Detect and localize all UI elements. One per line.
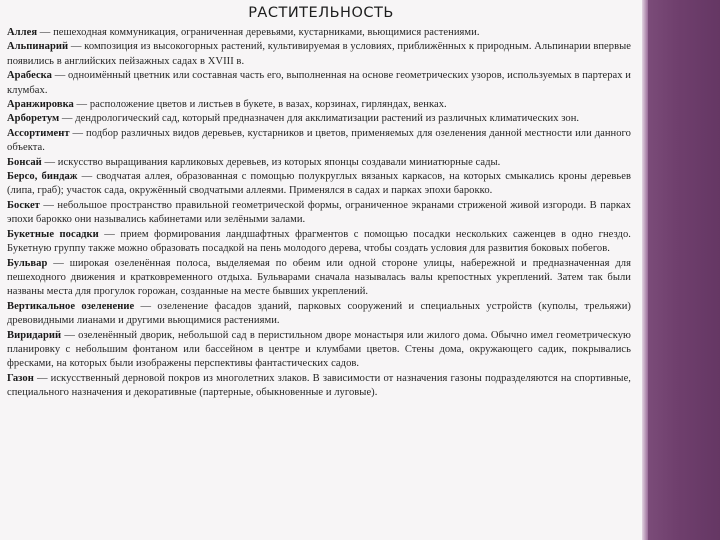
entry-definition: — искусственный дерновой покров из многолетних злаков. В зависимости от назначения газоны подразделяются на спортивные, специального назначения и декоративные (партерные, обыкновенные и луговые).: [7, 372, 631, 399]
entry-term: Газон: [7, 372, 34, 384]
glossary-entry-arboretum: [7, 112, 631, 126]
glossary-entry-berso: [7, 170, 631, 199]
entry-term: Бонсай: [7, 156, 42, 168]
glossary-entry-alpinarij: [7, 40, 631, 69]
entry-definition: — расположение цветов и листьев в букете, в вазах, корзинах, гирляндах, венках.: [73, 99, 447, 111]
entry-term: Арабеска: [7, 70, 52, 82]
entry-term: Аранжировка: [7, 99, 74, 111]
entry-term: Арборетум: [7, 113, 60, 125]
entry-definition: — озеленение фасадов зданий, парковых сооружений и специальных устройств (куполы, трельяжи) древовидными лианами и другими вьющимися растениями.: [7, 300, 631, 327]
decorative-sidebar: [642, 0, 720, 540]
entry-term: Виридарий: [7, 329, 62, 341]
entry-definition: — искусство выращивания карликовых деревьев, из которых японцы создавали миниатюрные сады.: [41, 156, 501, 168]
entry-term: Букетные посадки: [7, 228, 99, 240]
entry-definition: — композиция из высокогорных растений, культивируемая в условиях, приближённых к природным. Альпинарии впервые появились в английских пейзажных садах в XVIII в.: [7, 41, 631, 67]
entry-term: Ассортимент: [7, 127, 70, 139]
glossary-entry-alleya: [7, 26, 631, 40]
entry-term: Альпинарий: [7, 41, 69, 53]
entry-definition: — широкая озеленённая полоса, выделяемая по обеим или одной стороне улицы, набережной и предназначенная для пешеходного движения и кратковременного отдыха. Бульварами сначала называлась валы крепостных укреплений. Затем так были названы места для прогулок горожан, созданные на месте бывших укреплений.: [7, 257, 631, 298]
entry-term: Бульвар: [7, 257, 48, 269]
entry-term: Берсо, биндаж: [7, 171, 78, 183]
entry-definition: — дендрологический сад, который предназначен для акклиматизации растений из различных климатических зон.: [59, 113, 580, 125]
entry-definition: — одноимённый цветник или составная часть его, выполненная на основе геометрических узоров, используемых в партерах и клумбах.: [7, 70, 631, 96]
entry-definition: — подбор различных видов деревьев, кустарников и цветов, применяемых для озеленения данной местности или данного объекта.: [7, 127, 631, 154]
glossary-entry-bosket: [7, 199, 631, 228]
glossary-entry-viridarij: [7, 329, 631, 372]
entry-definition: — пешеходная коммуникация, ограниченная деревьями, кустарниками, вьющимися растениями.: [37, 27, 480, 38]
glossary-list: [7, 26, 631, 401]
glossary-entry-assortiment: [7, 127, 631, 156]
glossary-entry-bulvar: [7, 257, 631, 300]
sidebar-edge-highlight: [642, 0, 648, 540]
entry-definition: — сводчатая аллея, образованная с помощью полукруглых вязаных каркасов, на которых смыкались кроны деревьев (липа, граб); участок сада, окружённый сводчатыми аллеями. Применялся в садах и парках эпохи барокко.: [7, 171, 631, 197]
entry-term: Боскет: [7, 199, 40, 211]
entry-term: Вертикальное озеленение: [7, 300, 135, 312]
entry-definition: — озеленённый дворик, небольшой сад в перистильном дворе монастыря или жилого дома. Обычно имел геометрическую планировку с небольшим фонтаном или бассейном в центре и клумбами цветов. Стены дома, окружающего садик, покрывались фресками, на которых были изображены перспективы фантастических садов.: [7, 329, 631, 370]
glossary-entry-aranzhirovka: [7, 98, 631, 112]
glossary-entry-vertikalnoe-ozelenenie: [7, 300, 631, 329]
glossary-entry-gazon: [7, 372, 631, 401]
entry-definition: — прием формирования ландшафтных фрагментов с помощью посадки нескольких саженцев в одно гнездо. Букетную группу также можно образовать посадкой на пень молодого дерева, чтобы создать условия для развития боковых побегов.: [7, 228, 631, 255]
glossary-entry-bonsaj: [7, 156, 631, 170]
glossary-entry-arabeska: [7, 69, 631, 98]
page-title: РАСТИТЕЛЬНОСТЬ: [248, 5, 394, 21]
glossary-entry-buketnye-posadki: [7, 228, 631, 257]
entry-definition: — небольшое пространство правильной геометрической формы, ограниченное экранами стриженой живой изгороди. В парках эпохи барокко они назывались кабинетами или зелёными залами.: [7, 199, 631, 226]
entry-term: Аллея: [7, 27, 38, 38]
